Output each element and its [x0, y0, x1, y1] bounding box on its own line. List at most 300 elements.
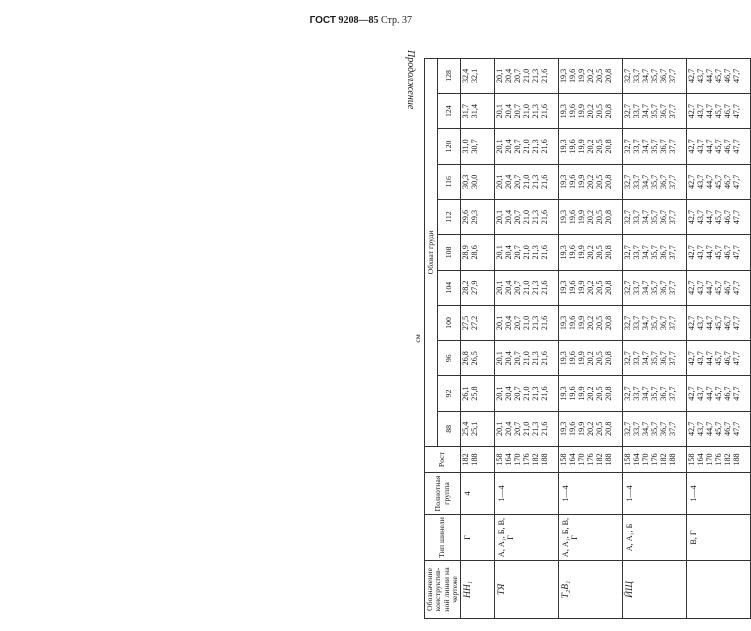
measurement-value: 44,7 — [704, 351, 714, 366]
measurement-value: 45,7 — [713, 68, 723, 84]
measurement-value: 20,5 — [594, 139, 604, 154]
designation-cell: ЙЩ — [623, 561, 687, 619]
measurement-value: 21,6 — [539, 245, 549, 260]
measurement-value: 20,4 — [503, 139, 513, 154]
measurement-value: 20,5 — [594, 280, 604, 295]
continuation-label: Продолжение — [405, 50, 416, 110]
measurement-value: 21,6 — [539, 351, 549, 366]
height-value: 188 — [667, 453, 677, 466]
measurement-value: 21,3 — [530, 351, 540, 366]
header-row — [425, 58, 438, 618]
value-cell — [495, 376, 559, 411]
measurement-value: 34,7 — [640, 139, 650, 154]
measurement-value: 44,7 — [704, 421, 714, 437]
measurement-value: 19,6 — [567, 174, 577, 189]
volume-col-124: 124 — [438, 94, 461, 129]
measurement-value: 33,7 — [631, 245, 641, 260]
measurement-value: 19,9 — [576, 139, 586, 154]
measurement-value: 21,0 — [521, 386, 531, 401]
measurement-value: 20,7 — [512, 421, 522, 437]
measurement-value: 35,7 — [649, 139, 659, 154]
measurement-value: 21,6 — [539, 104, 549, 119]
standard-number: 9208—85 — [338, 15, 379, 26]
value-cell — [461, 341, 495, 376]
value-cell — [559, 58, 623, 93]
measurement-value: 47,7 — [731, 280, 741, 295]
measurement-value: 20,8 — [603, 209, 613, 225]
measurement-value: 42,7 — [687, 315, 696, 331]
standard-code: ГОСТ — [309, 15, 336, 26]
measurement-value: 19,9 — [576, 209, 586, 225]
measurement-value: 29,3 — [469, 209, 479, 225]
measurement-value: 34,7 — [640, 174, 650, 189]
group-cell: 1—4 — [559, 473, 623, 515]
measurement-value: 20,1 — [495, 351, 504, 366]
height-cell — [461, 447, 495, 473]
volume-col-92: 92 — [438, 376, 461, 411]
group-cell: 4 — [461, 473, 495, 515]
value-cell — [461, 129, 495, 164]
measurement-value: 46,7 — [722, 68, 732, 84]
measurement-value: 21,0 — [521, 174, 531, 189]
height-value: 176 — [713, 453, 723, 466]
measurement-value: 44,7 — [704, 280, 714, 295]
measurement-value: 44,7 — [704, 68, 714, 84]
measurement-value: 20,7 — [512, 386, 522, 401]
measurement-value: 21,6 — [539, 68, 549, 84]
measurement-value: 19,6 — [567, 280, 577, 295]
measurement-value: 20,1 — [495, 68, 504, 84]
measurement-value: 19,9 — [576, 421, 586, 437]
measurement-value: 44,7 — [704, 139, 714, 154]
value-cell — [461, 164, 495, 199]
measurement-value: 35,7 — [649, 280, 659, 295]
measurement-value: 31,0 — [461, 139, 470, 154]
volume-col-116: 116 — [438, 164, 461, 199]
value-cell — [623, 129, 687, 164]
value-cell — [559, 94, 623, 129]
value-cell — [623, 305, 687, 340]
measurement-value: 19,9 — [576, 245, 586, 260]
measurement-value: 43,7 — [695, 104, 705, 119]
measurement-value: 44,7 — [704, 104, 714, 119]
measurement-value: 36,7 — [658, 68, 668, 84]
measurement-value: 19,3 — [559, 280, 568, 295]
measurements-table — [412, 58, 751, 619]
measurement-value: 32,7 — [623, 104, 632, 119]
measurement-value: 33,7 — [631, 351, 641, 366]
measurement-value: 32,7 — [623, 68, 632, 84]
measurement-value: 20,5 — [594, 351, 604, 366]
measurement-value: 36,7 — [658, 421, 668, 437]
measurement-value: 27,9 — [469, 280, 479, 295]
measurement-value: 46,7 — [722, 245, 732, 260]
measurement-value: 37,7 — [667, 245, 677, 260]
measurement-value: 36,7 — [658, 174, 668, 189]
measurement-value: 46,7 — [722, 280, 732, 295]
value-cell — [687, 305, 751, 340]
measurement-value: 37,7 — [667, 421, 677, 437]
measurement-value: 33,7 — [631, 104, 641, 119]
measurement-value: 21,0 — [521, 68, 531, 84]
height-value: 182 — [658, 453, 668, 466]
measurement-value: 43,7 — [695, 315, 705, 331]
measurement-value: 47,7 — [731, 209, 741, 225]
measurement-value: 42,7 — [687, 421, 696, 437]
type-cell: Г — [461, 515, 495, 561]
measurement-value: 35,7 — [649, 209, 659, 225]
measurement-value: 34,7 — [640, 386, 650, 401]
value-cell — [559, 270, 623, 305]
height-value: 164 — [503, 453, 513, 466]
measurement-value: 45,7 — [713, 104, 723, 119]
measurement-value: 20,5 — [594, 68, 604, 84]
measurement-value: 42,7 — [687, 351, 696, 366]
measurement-value: 43,7 — [695, 351, 705, 366]
measurement-value: 45,7 — [713, 386, 723, 401]
value-cell — [623, 235, 687, 270]
measurement-value: 32,7 — [623, 315, 632, 331]
measurement-value: 20,5 — [594, 421, 604, 437]
measurement-value: 32,7 — [623, 386, 632, 401]
measurement-value: 42,7 — [687, 139, 696, 154]
measurement-value: 20,4 — [503, 209, 513, 225]
measurement-value: 45,7 — [713, 174, 723, 189]
height-value: 170 — [704, 453, 714, 466]
measurement-value: 21,3 — [530, 209, 540, 225]
height-value: 188 — [469, 453, 479, 466]
measurement-value: 20,2 — [585, 139, 595, 154]
table-row — [495, 58, 559, 618]
volume-col-100: 100 — [438, 305, 461, 340]
measurement-value: 34,7 — [640, 209, 650, 225]
measurement-value: 20,1 — [495, 104, 504, 119]
measurement-value: 28,9 — [461, 245, 470, 260]
measurement-value: 33,7 — [631, 421, 641, 437]
measurement-value: 19,3 — [559, 245, 568, 260]
value-cell — [623, 411, 687, 446]
measurement-value: 35,7 — [649, 421, 659, 437]
height-value: 182 — [594, 453, 604, 466]
value-cell — [495, 270, 559, 305]
height-value: 176 — [649, 453, 659, 466]
measurement-value: 19,3 — [559, 68, 568, 84]
value-cell — [623, 376, 687, 411]
value-cell — [687, 58, 751, 93]
height-cell — [687, 447, 751, 473]
measurement-value: 35,7 — [649, 174, 659, 189]
measurement-value: 20,2 — [585, 245, 595, 260]
value-cell — [461, 58, 495, 93]
height-value: 188 — [603, 453, 613, 466]
measurement-value: 20,7 — [512, 139, 522, 154]
designation-cell: НН₁ — [461, 561, 495, 619]
measurement-value: 19,9 — [576, 68, 586, 84]
height-value: 158 — [623, 453, 632, 466]
value-cell — [559, 164, 623, 199]
height-value: 164 — [695, 453, 705, 466]
height-value: 164 — [631, 453, 641, 466]
measurement-value: 20,5 — [594, 315, 604, 331]
measurement-value: 20,2 — [585, 104, 595, 119]
measurement-value: 32,4 — [461, 68, 470, 84]
value-cell — [687, 94, 751, 129]
measurement-value: 46,7 — [722, 139, 732, 154]
value-cell — [687, 341, 751, 376]
measurement-value: 21,6 — [539, 139, 549, 154]
measurement-value: 34,7 — [640, 351, 650, 366]
measurement-value: 32,7 — [623, 139, 632, 154]
measurement-value: 21,6 — [539, 386, 549, 401]
value-cell — [687, 270, 751, 305]
designation-cell: ТЯ — [495, 561, 559, 619]
measurement-value: 34,7 — [640, 280, 650, 295]
units-label: см — [412, 58, 425, 618]
measurement-value: 35,7 — [649, 245, 659, 260]
measurement-value: 19,3 — [559, 174, 568, 189]
measurement-value: 21,0 — [521, 209, 531, 225]
measurement-value: 32,7 — [623, 209, 632, 225]
value-cell — [559, 129, 623, 164]
value-cell — [687, 376, 751, 411]
value-cell — [623, 199, 687, 234]
measurement-value: 34,7 — [640, 421, 650, 437]
measurement-value: 34,7 — [640, 245, 650, 260]
measurement-value: 30,7 — [469, 139, 479, 154]
measurement-value: 47,7 — [731, 68, 741, 84]
measurement-value: 45,7 — [713, 421, 723, 437]
value-cell — [559, 411, 623, 446]
measurement-value: 20,5 — [594, 386, 604, 401]
measurement-value: 20,8 — [603, 386, 613, 401]
measurement-value: 20,4 — [503, 315, 513, 331]
value-cell — [461, 235, 495, 270]
height-value: 158 — [495, 453, 504, 466]
height-value: 182 — [722, 453, 732, 466]
measurement-value: 20,8 — [603, 421, 613, 437]
value-cell — [623, 58, 687, 93]
value-cell — [559, 199, 623, 234]
measurement-value: 19,3 — [559, 139, 568, 154]
measurement-value: 19,6 — [567, 209, 577, 225]
measurement-value: 36,7 — [658, 104, 668, 119]
value-cell — [687, 235, 751, 270]
measurement-value: 20,7 — [512, 351, 522, 366]
measurement-value: 36,7 — [658, 386, 668, 401]
measurement-value: 20,1 — [495, 280, 504, 295]
measurement-value: 36,7 — [658, 245, 668, 260]
height-value: 176 — [521, 453, 531, 466]
measurement-value: 33,7 — [631, 139, 641, 154]
measurement-value: 21,6 — [539, 209, 549, 225]
measurement-value: 25,8 — [469, 386, 479, 401]
measurement-value: 20,4 — [503, 174, 513, 189]
measurement-value: 28,6 — [469, 245, 479, 260]
measurement-value: 33,7 — [631, 68, 641, 84]
value-cell — [687, 199, 751, 234]
measurement-value: 21,3 — [530, 315, 540, 331]
volume-col-108: 108 — [438, 235, 461, 270]
measurement-value: 37,7 — [667, 351, 677, 366]
height-value: 164 — [567, 453, 577, 466]
measurement-value: 19,3 — [559, 104, 568, 119]
value-cell — [495, 94, 559, 129]
measurement-value: 20,4 — [503, 351, 513, 366]
type-cell: В, Г — [687, 515, 751, 561]
measurement-value: 47,7 — [731, 421, 741, 437]
measurement-value: 43,7 — [695, 68, 705, 84]
measurement-value: 20,8 — [603, 174, 613, 189]
height-value: 182 — [530, 453, 540, 466]
volume-col-88: 88 — [438, 411, 461, 446]
measurement-value: 20,8 — [603, 139, 613, 154]
measurement-value: 19,9 — [576, 351, 586, 366]
measurement-value: 21,3 — [530, 174, 540, 189]
measurement-value: 32,7 — [623, 280, 632, 295]
height-value: 188 — [731, 453, 741, 466]
measurement-value: 46,7 — [722, 421, 732, 437]
measurement-value: 37,7 — [667, 209, 677, 225]
measurement-value: 26,8 — [461, 351, 470, 366]
value-cell — [623, 94, 687, 129]
table-body — [461, 58, 751, 618]
measurement-value: 46,7 — [722, 104, 732, 119]
measurement-value: 20,2 — [585, 280, 595, 295]
value-cell — [687, 129, 751, 164]
measurement-value: 37,7 — [667, 386, 677, 401]
measurement-value: 43,7 — [695, 245, 705, 260]
measurement-value: 45,7 — [713, 315, 723, 331]
measurement-value: 43,7 — [695, 421, 705, 437]
measurement-value: 20,2 — [585, 351, 595, 366]
measurement-value: 20,5 — [594, 209, 604, 225]
measurement-value: 19,6 — [567, 104, 577, 119]
measurement-value: 33,7 — [631, 315, 641, 331]
value-cell — [559, 376, 623, 411]
table-rotator — [412, 49, 750, 619]
value-cell — [495, 129, 559, 164]
measurement-value: 31,7 — [461, 104, 470, 119]
measurement-value: 19,3 — [559, 386, 568, 401]
measurement-value: 19,3 — [559, 209, 568, 225]
measurement-value: 20,8 — [603, 315, 613, 331]
measurement-value: 21,3 — [530, 68, 540, 84]
measurement-value: 21,3 — [530, 280, 540, 295]
measurement-value: 21,3 — [530, 421, 540, 437]
measurement-value: 21,0 — [521, 315, 531, 331]
measurement-value: 20,4 — [503, 104, 513, 119]
table-row — [623, 58, 687, 618]
measurement-value: 20,2 — [585, 68, 595, 84]
volume-col-128: 128 — [438, 58, 461, 93]
measurement-value: 35,7 — [649, 68, 659, 84]
value-cell — [461, 94, 495, 129]
measurement-value: 45,7 — [713, 245, 723, 260]
measurement-value: 20,4 — [503, 245, 513, 260]
type-cell: А, А₁, Б — [623, 515, 687, 561]
measurement-value: 19,9 — [576, 315, 586, 331]
measurement-value: 21,6 — [539, 280, 549, 295]
col-volume-header: Обхват груди — [425, 58, 438, 446]
value-cell — [687, 164, 751, 199]
measurement-value: 19,3 — [559, 421, 568, 437]
measurement-value: 20,1 — [495, 421, 504, 437]
measurement-value: 20,4 — [503, 280, 513, 295]
value-cell — [623, 270, 687, 305]
measurement-value: 20,8 — [603, 351, 613, 366]
measurement-value: 19,3 — [559, 351, 568, 366]
measurement-value: 30,3 — [461, 174, 470, 189]
measurement-value: 46,7 — [722, 351, 732, 366]
measurement-value: 35,7 — [649, 315, 659, 331]
table-row — [559, 58, 623, 618]
measurement-value: 25,1 — [469, 421, 479, 437]
measurement-value: 21,0 — [521, 245, 531, 260]
value-cell — [495, 164, 559, 199]
measurement-value: 20,4 — [503, 68, 513, 84]
measurement-value: 43,7 — [695, 174, 705, 189]
height-value: 182 — [461, 453, 470, 466]
measurement-value: 21,0 — [521, 139, 531, 154]
value-cell — [687, 411, 751, 446]
page-number: Стр. 37 — [380, 15, 412, 26]
height-value: 170 — [512, 453, 522, 466]
height-cell — [623, 447, 687, 473]
measurement-value: 36,7 — [658, 315, 668, 331]
measurement-value: 32,7 — [623, 351, 632, 366]
measurement-value: 45,7 — [713, 209, 723, 225]
measurement-value: 25,4 — [461, 421, 470, 437]
col-type-header: Тип шинели — [425, 515, 461, 561]
value-cell — [623, 164, 687, 199]
measurement-value: 44,7 — [704, 209, 714, 225]
measurement-value: 19,6 — [567, 245, 577, 260]
measurement-value: 47,7 — [731, 245, 741, 260]
value-cell — [495, 58, 559, 93]
measurement-value: 20,1 — [495, 139, 504, 154]
measurement-value: 19,6 — [567, 68, 577, 84]
measurement-value: 19,6 — [567, 386, 577, 401]
measurement-value: 37,7 — [667, 139, 677, 154]
measurement-value: 33,7 — [631, 209, 641, 225]
measurement-value: 19,9 — [576, 174, 586, 189]
measurement-value: 44,7 — [704, 174, 714, 189]
measurement-value: 19,6 — [567, 139, 577, 154]
measurement-value: 43,7 — [695, 209, 705, 225]
measurement-value: 47,7 — [731, 174, 741, 189]
measurement-value: 45,7 — [713, 280, 723, 295]
height-value: 188 — [539, 453, 549, 466]
height-value: 170 — [640, 453, 650, 466]
measurement-value: 45,7 — [713, 139, 723, 154]
measurement-value: 26,1 — [461, 386, 470, 401]
measurement-value: 36,7 — [658, 139, 668, 154]
volume-col-112: 112 — [438, 199, 461, 234]
volume-col-120: 120 — [438, 129, 461, 164]
measurement-value: 37,7 — [667, 315, 677, 331]
measurement-value: 35,7 — [649, 104, 659, 119]
type-cell: А, А₁, Б, В, Г — [559, 515, 623, 561]
units-row — [412, 58, 425, 618]
col-designation-header: Обозначение конструктив-ной линии на чертеже — [425, 561, 461, 619]
height-value: 170 — [576, 453, 586, 466]
measurement-value: 19,6 — [567, 315, 577, 331]
measurement-value: 47,7 — [731, 315, 741, 331]
measurement-value: 19,9 — [576, 386, 586, 401]
value-cell — [495, 411, 559, 446]
measurement-value: 20,8 — [603, 68, 613, 84]
value-cell — [559, 305, 623, 340]
